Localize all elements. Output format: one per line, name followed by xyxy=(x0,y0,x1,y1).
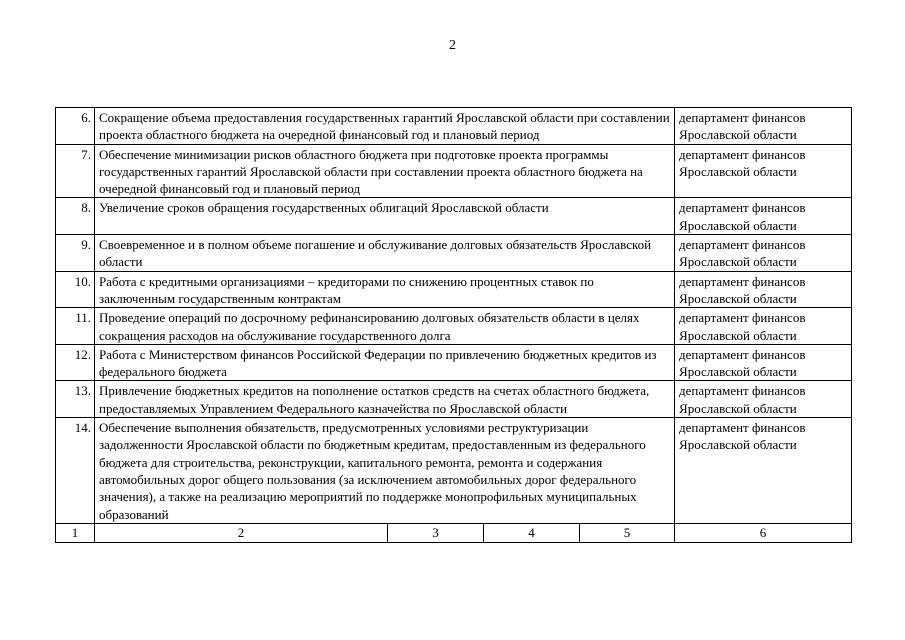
measure-text: Проведение операций по досрочному рефинансированию долговых обязательств области в целях сокращения расходов на обслуживание государственного долга xyxy=(95,308,675,345)
table-row xyxy=(56,344,852,381)
table-row xyxy=(56,198,852,235)
row-number: 14. xyxy=(56,418,95,524)
column-number: 4 xyxy=(484,523,580,542)
table-row xyxy=(56,235,852,272)
responsible-executor: департамент финансов Ярославской области xyxy=(675,418,852,524)
row-number: 6. xyxy=(56,108,95,145)
column-number: 6 xyxy=(675,523,852,542)
row-number: 9. xyxy=(56,235,95,272)
page-number: 2 xyxy=(449,38,456,53)
row-number: 10. xyxy=(56,271,95,308)
table-row xyxy=(56,308,852,345)
measures-table xyxy=(55,107,852,543)
measure-text: Своевременное и в полном объеме погашение и обслуживание долговых обязательств Ярославской области xyxy=(95,235,675,272)
measure-text: Обеспечение выполнения обязательств, предусмотренных условиями реструктуризации задолженности Ярославской области по бюджетным кредитам, предоставленным из федерального бюджета для строительства, реконструкции, капитального ремонта, ремонта и содержания автомобильных дорог общего пользования (за исключением автомобильных дорог федерального значения), а также на реализацию мероприятий по поддержке монопрофильных муниципальных образований xyxy=(95,418,675,524)
table-row xyxy=(56,271,852,308)
responsible-executor: департамент финансов Ярославской области xyxy=(675,108,852,145)
row-number: 13. xyxy=(56,381,95,418)
table-row xyxy=(56,381,852,418)
table-row xyxy=(56,108,852,145)
responsible-executor: департамент финансов Ярославской области xyxy=(675,344,852,381)
responsible-executor: департамент финансов Ярославской области xyxy=(675,198,852,235)
table-row xyxy=(56,418,852,524)
responsible-executor: департамент финансов Ярославской области xyxy=(675,144,852,198)
table-row xyxy=(56,144,852,198)
measure-text: Работа с Министерством финансов Российской Федерации по привлечению бюджетных кредитов из федерального бюджета xyxy=(95,344,675,381)
measure-text: Работа с кредитными организациями – кредиторами по снижению процентных ставок по заключенным государственным контрактам xyxy=(95,271,675,308)
responsible-executor: департамент финансов Ярославской области xyxy=(675,235,852,272)
responsible-executor: департамент финансов Ярославской области xyxy=(675,381,852,418)
column-number: 3 xyxy=(388,523,484,542)
row-number: 8. xyxy=(56,198,95,235)
responsible-executor: департамент финансов Ярославской области xyxy=(675,308,852,345)
column-number: 2 xyxy=(95,523,388,542)
column-number: 5 xyxy=(580,523,675,542)
measure-text: Обеспечение минимизации рисков областного бюджета при подготовке проекта программы государственных гарантий Ярославской области при составлении проекта областного бюджета на очередной финансовый год и плановый период xyxy=(95,144,675,198)
responsible-executor: департамент финансов Ярославской области xyxy=(675,271,852,308)
measure-text: Сокращение объема предоставления государственных гарантий Ярославской области при составлении проекта областного бюджета на очередной финансовый год и плановый период xyxy=(95,108,675,145)
row-number: 12. xyxy=(56,344,95,381)
measure-text: Увеличение сроков обращения государственных облигаций Ярославской области xyxy=(95,198,675,235)
row-number: 11. xyxy=(56,308,95,345)
row-number: 7. xyxy=(56,144,95,198)
column-number: 1 xyxy=(56,523,95,542)
column-number-row xyxy=(56,523,852,542)
measure-text: Привлечение бюджетных кредитов на пополнение остатков средств на счетах областного бюджета, предоставляемых Управлением Федерального казначейства по Ярославской области xyxy=(95,381,675,418)
